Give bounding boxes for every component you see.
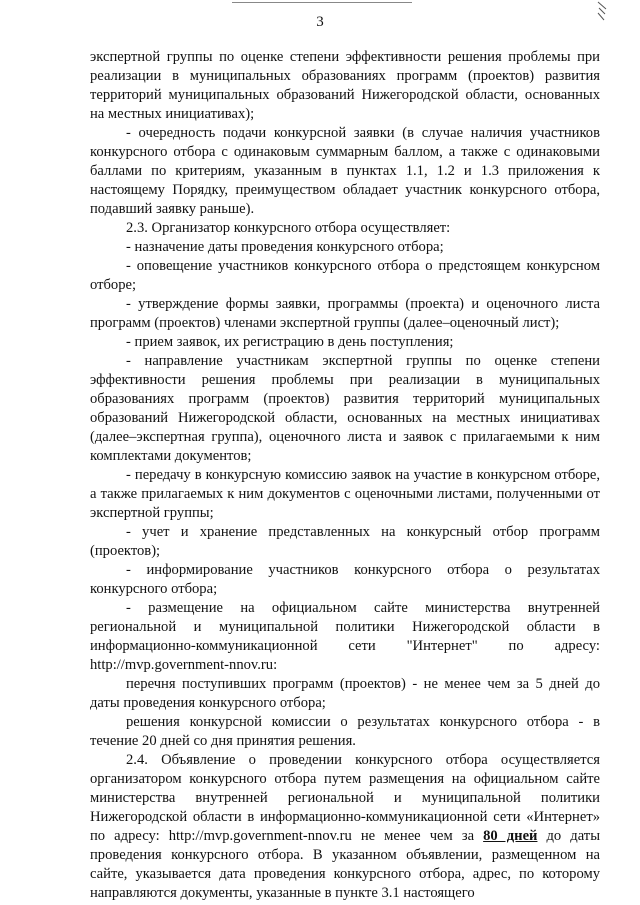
paragraph: - информирование участников конкурсного отбора о результатах конкурсного отбора; bbox=[90, 562, 600, 597]
paragraph: - передачу в конкурсную комиссию заявок на участие в конкурсном отборе, а также прилагаемых к ним документов с оценочными листами, полученными от экспертной группы; bbox=[90, 467, 600, 521]
paragraph: - размещение на официальном сайте министерства внутренней региональной и муниципальной политики Нижегородской области в информационно-коммуникационной сети "Интернет" по адресу: http://mvp.government-nnov.ru: bbox=[90, 600, 600, 673]
paragraph: решения конкурсной комиссии о результатах конкурсного отбора - в течение 20 дней со дня принятия решения. bbox=[90, 714, 600, 749]
paragraph: - учет и хранение представленных на конкурсный отбор программ (проектов); bbox=[90, 524, 600, 559]
paragraph: 2.3. Организатор конкурсного отбора осуществляет: bbox=[126, 220, 451, 236]
paragraph: перечня поступивших программ (проектов) - не менее чем за 5 дней до даты проведения конкурсного отбора; bbox=[90, 676, 600, 711]
paragraph: - утверждение формы заявки, программы (проекта) и оценочного листа программ (проектов) членами экспертной группы (далее–оценочный лист); bbox=[90, 296, 600, 331]
paragraph-text: 2.4. Объявление о проведении конкурсного отбора осуществляется организатором конкурсного отбора путем размещения на официальном сайте министерства внутренней региональной и муниципальной политики Нижегородской области в информационно-коммуникационной сети «Интернет» по адресу: http://mvp.government-nnov.ru не менее чем за bbox=[90, 752, 600, 844]
paragraph: - направление участникам экспертной группы по оценке степени эффективности решения проблемы при реализации в муниципальных образованиях программ (проектов) развития территорий муниципальных образований Нижегородской области, основанных на местных инициативах (далее–экспертная группа), оценочного листа и заявок с прилагаемыми к ним комплектами документов; bbox=[90, 353, 600, 464]
document-body bbox=[90, 48, 600, 903]
header-rule bbox=[232, 2, 412, 3]
paragraph: - очередность подачи конкурсной заявки (в случае наличия участников конкурсного отбора с одинаковым суммарным баллом, а также с одинаковыми баллами по критериям, указанным в пунктах 1.1, 1.2 и 1.3 приложения к настоящему Порядку, преимуществом обладает участник конкурсного отбора, подавший заявку раньше). bbox=[90, 125, 600, 217]
paragraph: - прием заявок, их регистрацию в день поступления; bbox=[126, 334, 454, 350]
paragraph: экспертной группы по оценке степени эффективности решения проблемы при реализации в муниципальных образованиях программ (проектов) развития территорий муниципальных образований Нижегородской области, основанных на местных инициативах); bbox=[90, 49, 600, 122]
paragraph-2-4 bbox=[90, 751, 600, 903]
paragraph: - оповещение участников конкурсного отбора о предстоящем конкурсном отборе; bbox=[90, 258, 600, 293]
page-number: 3 bbox=[316, 14, 324, 30]
deadline-emphasis: 80 дней bbox=[483, 828, 538, 844]
paragraph-text: до даты проведения конкурсного отбора. В указанном объявлении, размещенном на сайте, указывается дата проведения конкурсного отбора, адрес, по которому направляются документы, указанные в пункте 3.1 настоящего bbox=[90, 828, 600, 901]
paragraph: - назначение даты проведения конкурсного отбора; bbox=[126, 239, 444, 255]
